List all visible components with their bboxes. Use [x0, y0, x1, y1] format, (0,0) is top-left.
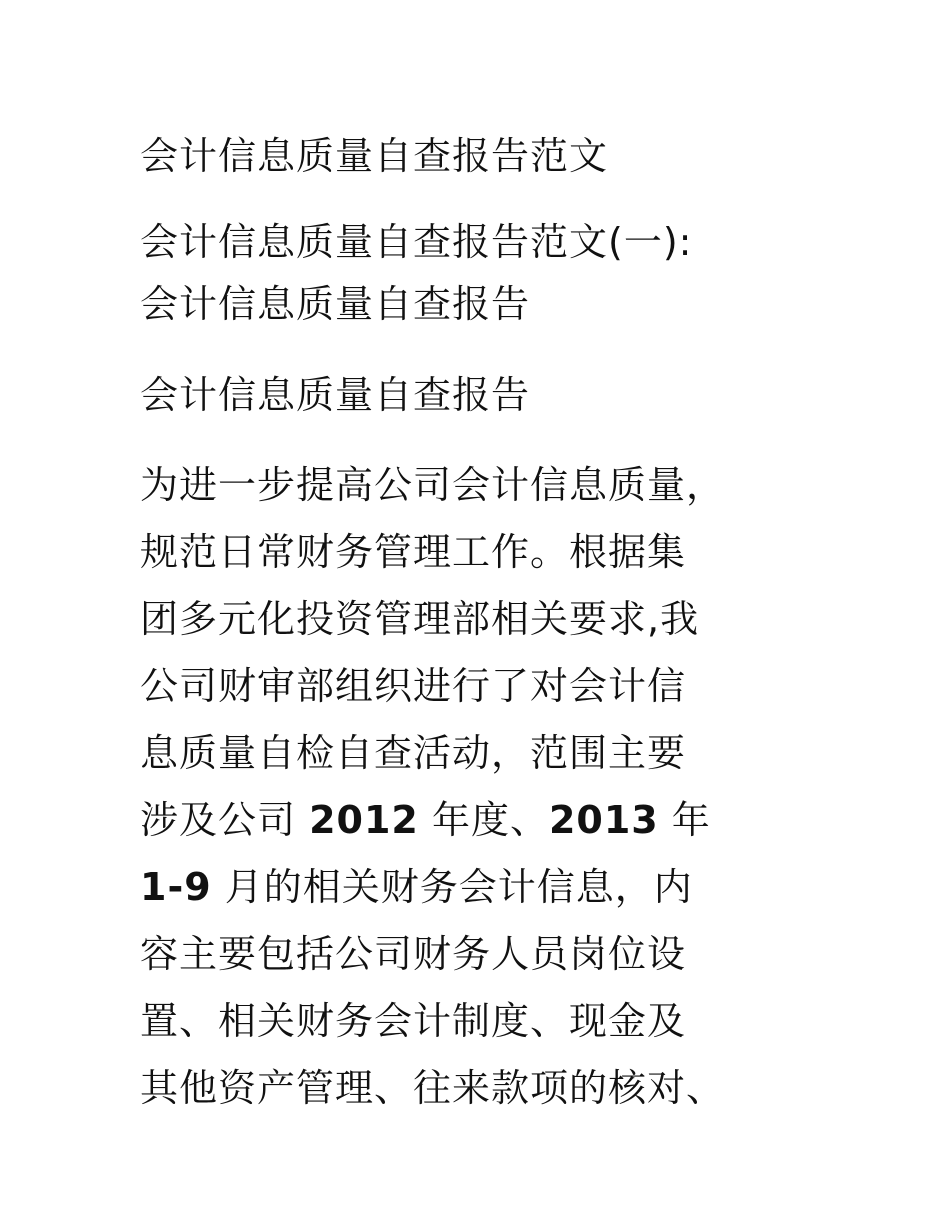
line-prefix-text: 涉及公司	[140, 798, 310, 842]
body-line: 公司财审部组织进行了对会计信	[140, 664, 687, 708]
year-2012: 2012	[309, 798, 419, 842]
line-suffix-text: 年	[658, 798, 711, 842]
body-line-months	[140, 854, 820, 921]
body-paragraph	[140, 452, 820, 1122]
body-line: 息质量自检自查活动，范围主要	[140, 731, 687, 775]
line-suffix-text: 月的相关财务会计信息，内	[211, 865, 693, 909]
body-line: 为进一步提高公司会计信息质量，	[140, 463, 726, 507]
report-heading: 会计信息质量自查报告	[140, 373, 531, 417]
section-heading-line-2: 会计信息质量自查报告	[140, 282, 531, 326]
body-line: 规范日常财务管理工作。根据集	[140, 530, 687, 574]
document-title: 会计信息质量自查报告范文	[140, 134, 609, 178]
month-range: 1-9	[140, 865, 212, 909]
body-line: 容主要包括公司财务人员岗位设	[140, 932, 687, 976]
section-heading	[140, 211, 820, 335]
line-middle-text: 年度、	[418, 798, 549, 842]
section-heading-line-1: 会计信息质量自查报告范文(一):	[140, 220, 693, 264]
body-line: 置、相关财务会计制度、现金及	[140, 999, 687, 1043]
body-line: 其他资产管理、往来款项的核对、	[140, 1066, 726, 1110]
body-line-years	[140, 787, 820, 854]
body-line: 团多元化投资管理部相关要求,我	[140, 597, 700, 641]
year-2013: 2013	[548, 798, 659, 842]
